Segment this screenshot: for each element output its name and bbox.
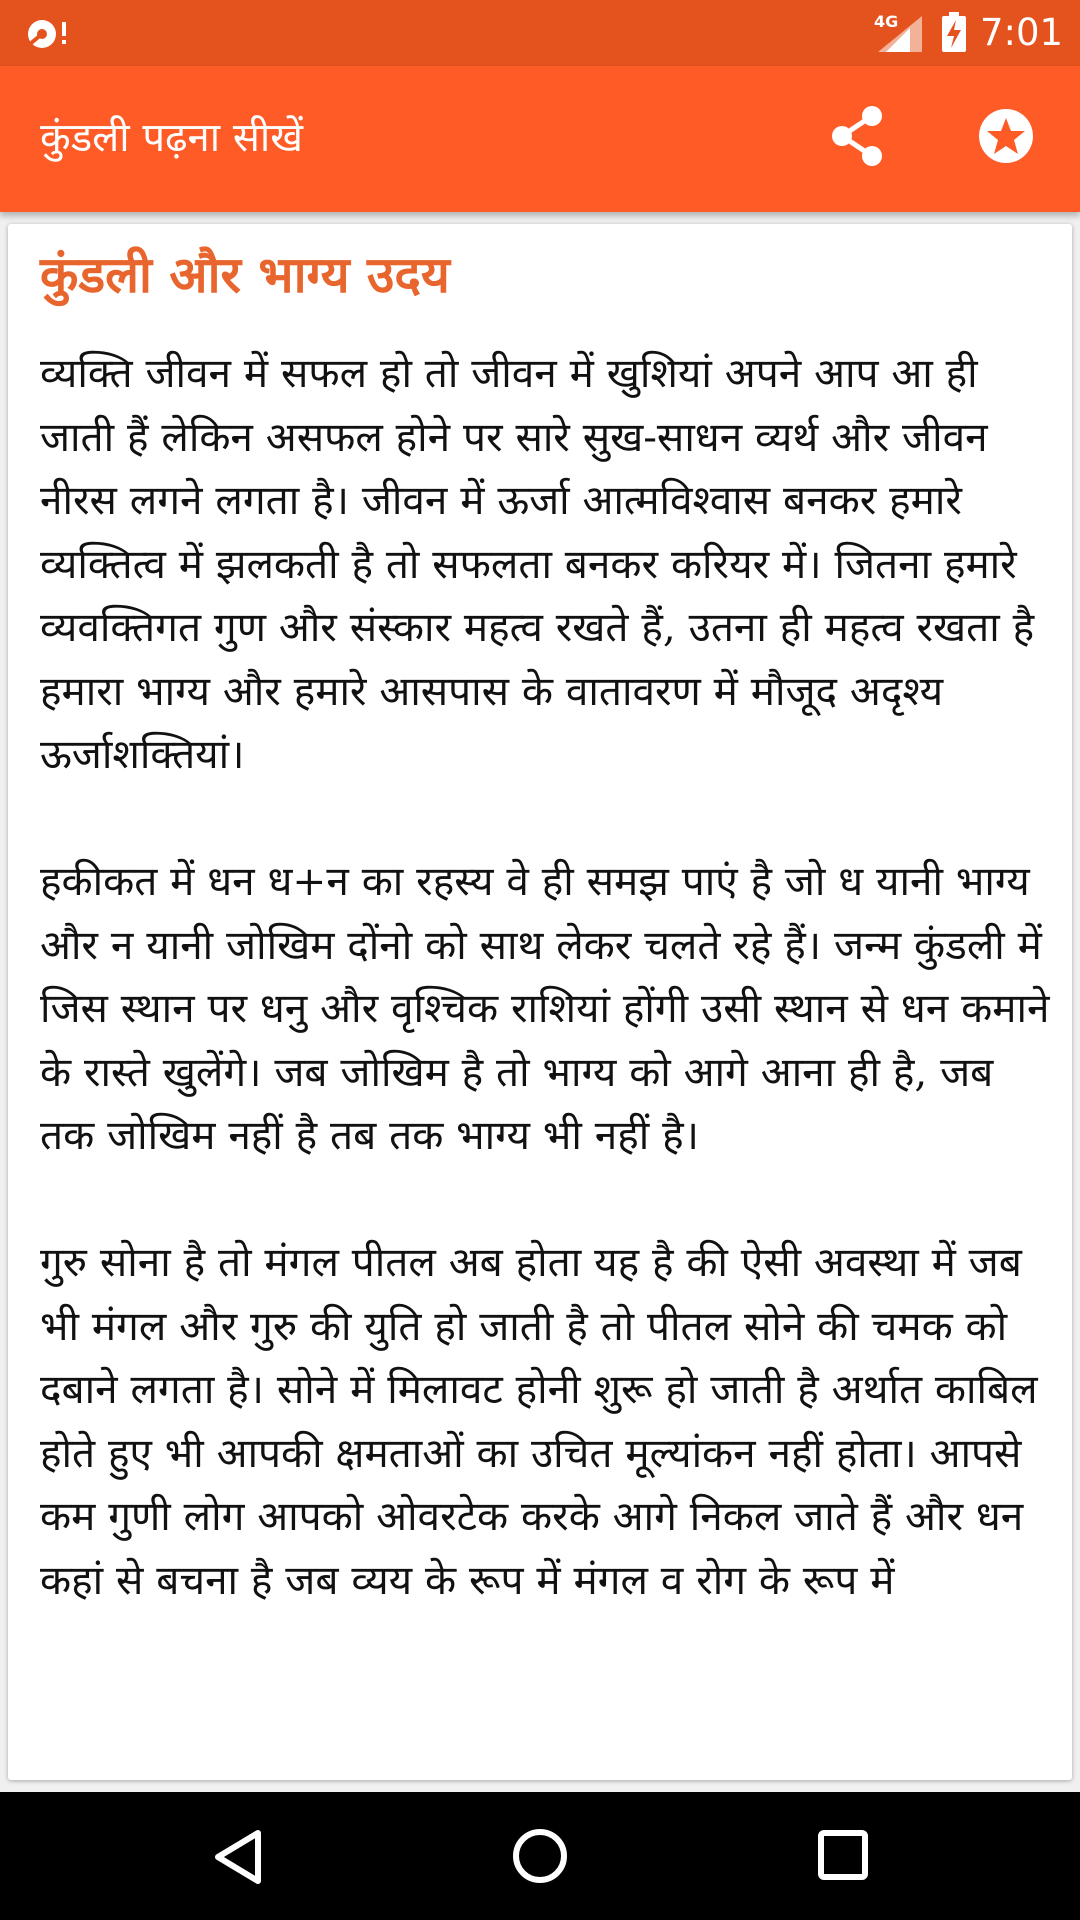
signal-icon (878, 16, 922, 52)
home-icon[interactable] (510, 1826, 570, 1886)
app-notification-icon (26, 14, 70, 52)
share-icon[interactable] (824, 102, 892, 170)
battery-charging-icon (942, 12, 966, 52)
star-icon[interactable] (972, 102, 1040, 170)
status-bar (0, 0, 1080, 66)
article-paragraph: गुरु सोना है तो मंगल पीतल अब होता यह है की ऐसी अवस्था में जब भी मंगल और गुरु की युति हो जाती है तो पीतल सोने की चमक को दबाने लगता है। सोने में मिलावट होनी शुरू हो जाती है अर्थात काबिल होते हुए भी आपकी क्षमताओं का उचित मूल्यांकन नहीं होता। आपसे कम गुणी लोग आपको ओवरटेक करके आगे निकल जाते हैं और धन कहां से बचना है जब व्यय के रूप में मंगल व रोग के रूप में (40, 1238, 1038, 1604)
network-type-label: 4G (874, 12, 899, 31)
recent-apps-icon[interactable] (816, 1828, 870, 1882)
app-bar (0, 66, 1080, 212)
article-card (8, 224, 1072, 1780)
article-paragraph: हकीकत में धन ध+न का रहस्य वे ही समझ पाएं है जो ध यानी भाग्य और न यानी जोखिम दोंनो को साथ लेकर चलते रहे हैं। जन्म कुंडली में जिस स्थान पर धनु और वृश्चिक राशियां होंगी उसी स्थान से धन कमाने के रास्ते खुलेंगे। जब जोखिम है तो भाग्य को आगे आना ही है, जब तक जोखिम नहीं है तब तक भाग्य भी नहीं है। (40, 857, 1050, 1159)
article-body (40, 342, 1050, 1676)
app-title: कुंडली पढ़ना सीखें (40, 115, 303, 161)
clock: 7:01 (980, 11, 1064, 54)
back-icon[interactable] (210, 1828, 266, 1886)
article-paragraph: व्यक्ति जीवन में सफल हो तो जीवन में खुशियां अपने आप आ ही जाती हैं लेकिन असफल होने पर सारे सुख-साधन व्यर्थ और जीवन नीरस लगने लगता है। जीवन में ऊर्जा आत्मविश्वास बनकर हमारे व्यक्तित्व में झलकती है तो सफलता बनकर करियर में। जितना हमारे व्यवक्तिगत गुण और संस्कार महत्व रखते हैं, उतना ही महत्व रखता है हमारा भाग्य और हमारे आसपास के वातावरण में मौजूद अदृश्य ऊर्जाशक्तियां। (40, 349, 1035, 778)
navigation-bar (0, 1792, 1080, 1920)
article-title: कुंडली और भाग्य उदय (40, 246, 450, 304)
